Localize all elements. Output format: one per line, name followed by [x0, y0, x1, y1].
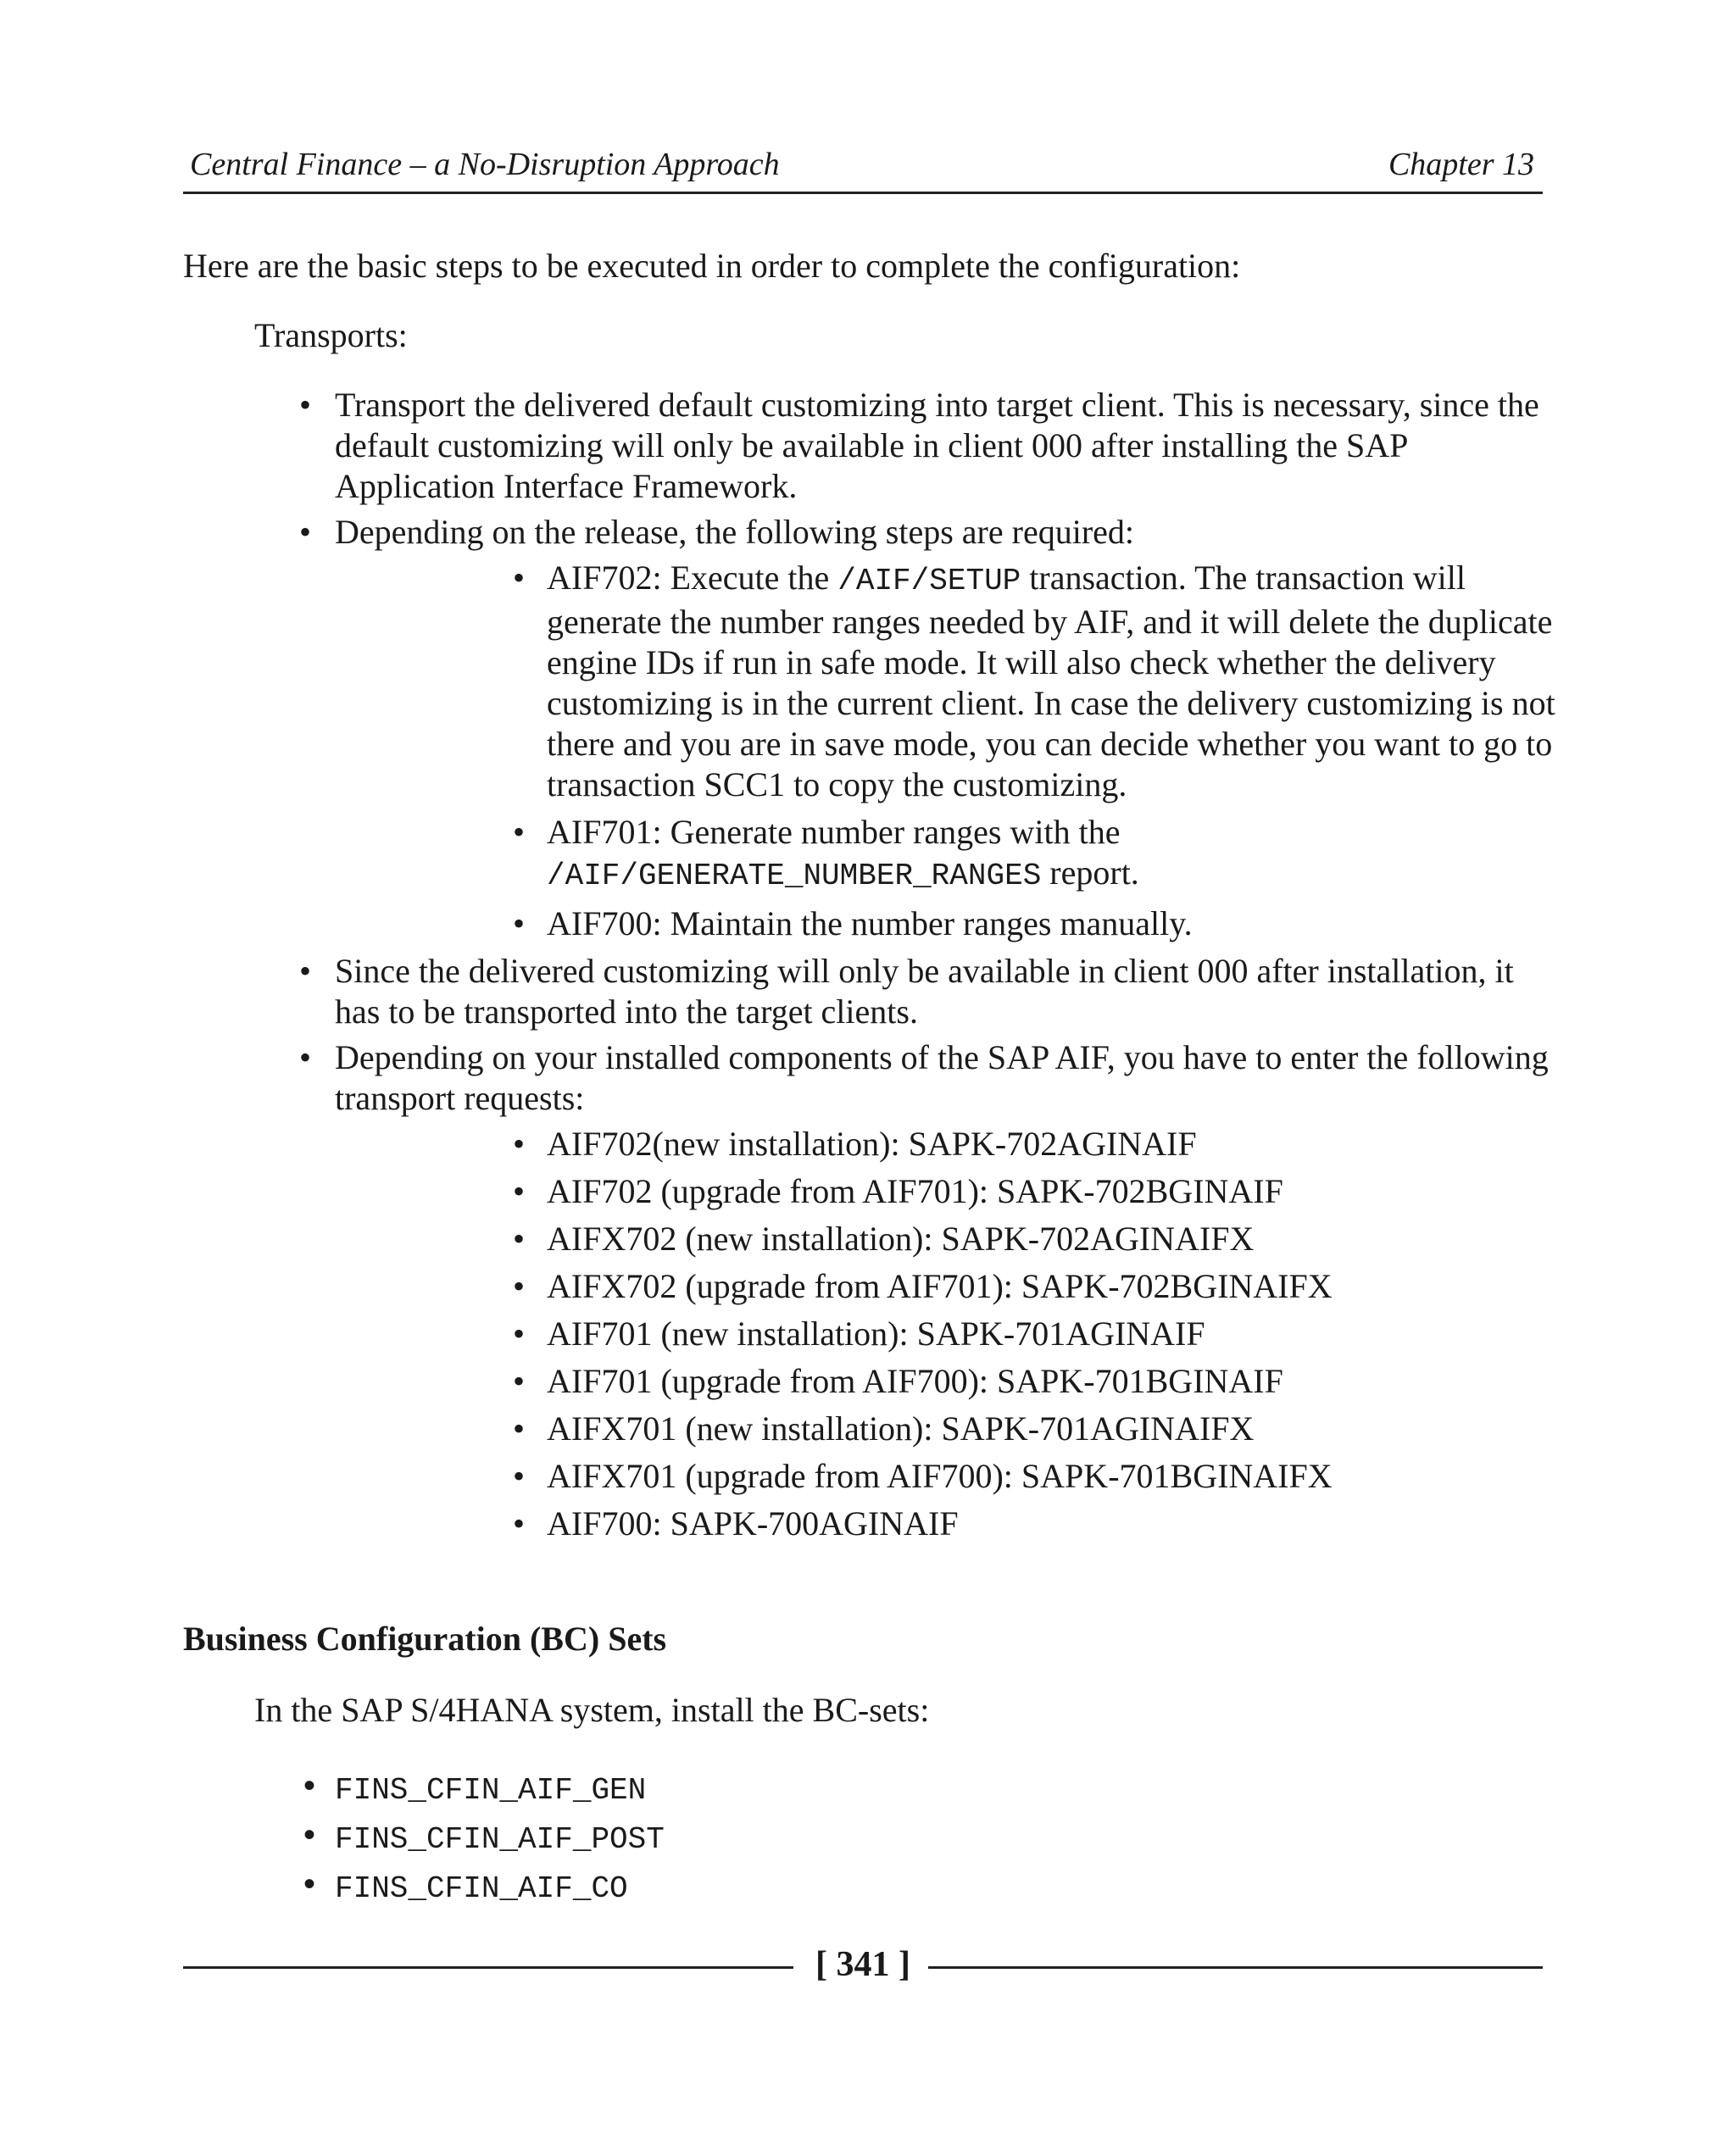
release-steps-list	[547, 558, 1555, 944]
list-item	[547, 812, 1555, 897]
list-item	[335, 512, 1555, 553]
list-item-text: Depending on your installed components of the SAP AIF, you have to enter the following transport requests:	[335, 1038, 1549, 1117]
list-item	[547, 1124, 1555, 1164]
list-item-text: transaction. The transaction will generate the number ranges needed by AIF, and it will delete the duplicate engine IDs if run in safe mode. It will also check whether the delivery customizing is in the current client. In case the delivery customizing is not there and you are in save mode, you can decide whether you want to go to transaction SCC1 to copy the customizing.	[547, 559, 1555, 803]
code-inline: /AIF/SETUP	[837, 564, 1021, 598]
page-number: [ 341 ]	[815, 1945, 910, 1984]
list-item-text: AIFX702 (new installation): SAPK-702AGINAIFX	[547, 1220, 1255, 1258]
list-item	[547, 1171, 1555, 1212]
footer-rule-right	[928, 1966, 1543, 1969]
transports-list	[335, 385, 1555, 1551]
code-inline: /AIF/GENERATE_NUMBER_RANGES	[547, 859, 1042, 893]
transports-label: Transports:	[254, 316, 408, 354]
page-header	[183, 142, 1543, 194]
running-title: Central Finance – a No-Disruption Approach	[190, 147, 780, 182]
list-item	[547, 1504, 1555, 1544]
list-item-text: AIF700: Maintain the number ranges manually.	[547, 904, 1193, 942]
bc-set-code: FINS_CFIN_AIF_CO	[335, 1871, 628, 1906]
list-item	[335, 1865, 665, 1914]
bc-sets-list	[335, 1766, 665, 1914]
transport-requests-list	[547, 1124, 1555, 1544]
list-item	[547, 903, 1555, 944]
bc-set-code: FINS_CFIN_AIF_POST	[335, 1822, 665, 1857]
list-item	[547, 1361, 1555, 1402]
bc-set-code: FINS_CFIN_AIF_GEN	[335, 1773, 647, 1808]
list-item	[335, 385, 1555, 507]
list-item-text: AIF701 (new installation): SAPK-701AGINAIF	[547, 1315, 1205, 1353]
list-item	[547, 1266, 1555, 1307]
list-item-text: Depending on the release, the following steps are required:	[335, 513, 1135, 551]
list-item-text: report.	[1041, 853, 1139, 892]
section-heading: Business Configuration (BC) Sets	[183, 1620, 667, 1658]
list-item	[335, 1037, 1555, 1119]
nested-list-container	[335, 1124, 1555, 1544]
list-item-text: Transport the delivered default customizing into target client. This is necessary, since the default customizing will only be available in client 000 after installing the SAP Application Interface Framework.	[335, 386, 1539, 505]
list-item	[547, 1219, 1555, 1259]
list-item-text: AIF702(new installation): SAPK-702AGINAIF	[547, 1125, 1197, 1163]
list-item-text: Since the delivered customizing will only be available in client 000 after installation, it has to be transported into the target clients.	[335, 952, 1514, 1031]
list-item-text: AIF700: SAPK-700AGINAIF	[547, 1504, 959, 1542]
list-item-text: AIFX701 (new installation): SAPK-701AGINAIFX	[547, 1409, 1255, 1448]
list-item	[335, 951, 1555, 1032]
list-item-text: AIF701 (upgrade from AIF700): SAPK-701BGINAIF	[547, 1362, 1283, 1400]
list-item	[335, 1766, 665, 1815]
list-item-text: AIF702 (upgrade from AIF701): SAPK-702BGINAIF	[547, 1172, 1283, 1210]
nested-list-container	[335, 558, 1555, 944]
list-item	[335, 1815, 665, 1865]
list-item	[547, 558, 1555, 805]
list-item-text: AIF701: Generate number ranges with the	[547, 813, 1121, 851]
list-item	[547, 1314, 1555, 1354]
list-item	[547, 1456, 1555, 1497]
page-footer	[183, 1941, 1543, 1992]
list-item-text: AIFX702 (upgrade from AIF701): SAPK-702BGINAIFX	[547, 1267, 1333, 1305]
list-item	[547, 1409, 1555, 1449]
list-item-text: AIF702: Execute the	[547, 559, 838, 597]
intro-paragraph: Here are the basic steps to be executed in order to complete the configuration:	[183, 247, 1241, 285]
chapter-label: Chapter 13	[1388, 147, 1534, 182]
list-item-text: AIFX701 (upgrade from AIF700): SAPK-701BGINAIFX	[547, 1457, 1333, 1495]
bc-intro-paragraph: In the SAP S/4HANA system, install the BC-sets:	[254, 1691, 930, 1729]
